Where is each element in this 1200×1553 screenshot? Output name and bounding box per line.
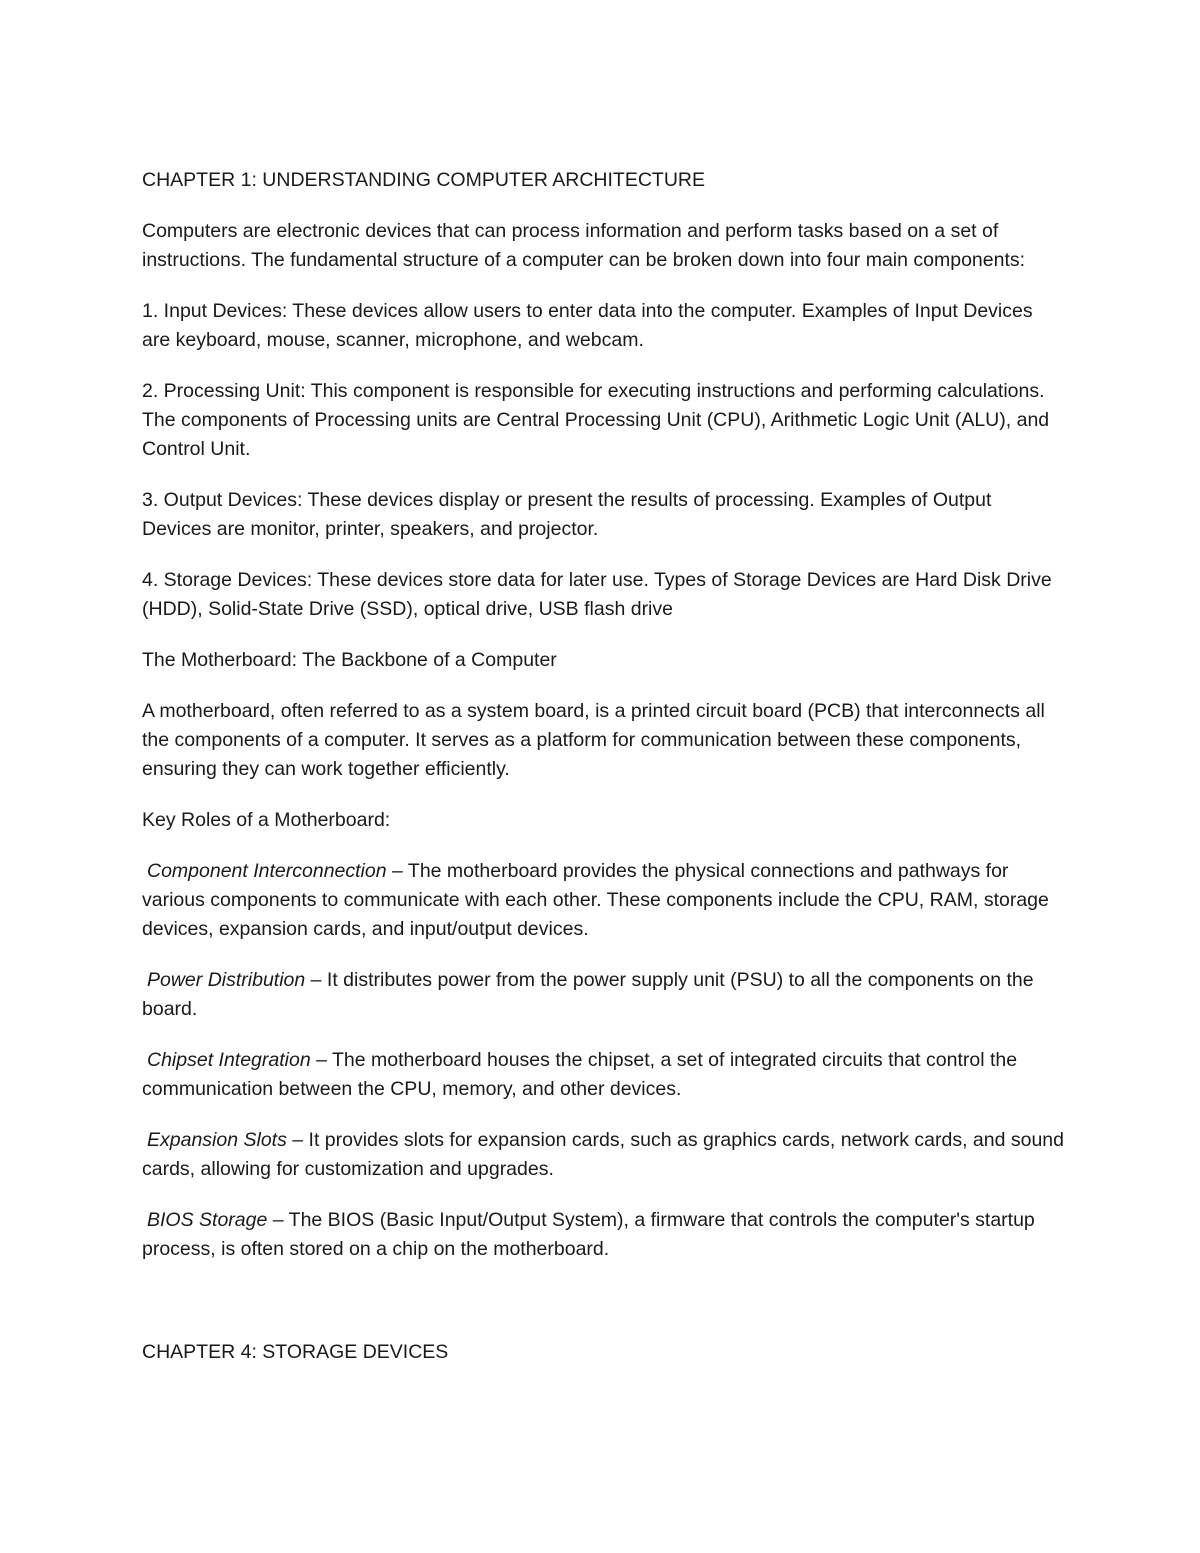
key-roles-heading: Key Roles of a Motherboard: [142, 809, 391, 831]
role-text: – It distributes power from the power supply unit (PSU) to all the components on the board. [142, 969, 1034, 1020]
role-text: – The motherboard provides the physical connections and pathways for various components to communicate with each other. These components include the CPU, RAM, storage devices, expansion cards, and input/output devices. [142, 860, 1049, 940]
component-output-devices: 3. Output Devices: These devices display or present the results of processing. Examples of Output Devices are monitor, printer, speakers, and projector. [142, 489, 992, 540]
role-chipset-integration [142, 1046, 1065, 1104]
role-title: Expansion Slots [147, 1129, 287, 1151]
role-bios-storage [142, 1206, 1065, 1264]
role-title: BIOS Storage [147, 1209, 268, 1231]
role-title: Component Interconnection [147, 860, 387, 882]
chapter-1-heading: CHAPTER 1: UNDERSTANDING COMPUTER ARCHITECTURE [142, 169, 706, 191]
role-component-interconnection [142, 857, 1065, 944]
role-title: Power Distribution [147, 969, 306, 991]
role-text: – The motherboard houses the chipset, a set of integrated circuits that control the communication between the CPU, memory, and other devices. [142, 1049, 1018, 1100]
chapter-4-heading: CHAPTER 4: STORAGE DEVICES [142, 1341, 449, 1363]
role-title: Chipset Integration [147, 1049, 311, 1071]
component-processing-unit: 2. Processing Unit: This component is responsible for executing instructions and performing calculations. The components of Processing units are Central Processing Unit (CPU), Arithmetic Logic Unit (ALU), and Control Unit. [142, 380, 1050, 460]
section-spacer [142, 1286, 1065, 1338]
component-input-devices: 1. Input Devices: These devices allow users to enter data into the computer. Examples of Input Devices are keyboard, mouse, scanner, microphone, and webcam. [142, 300, 1033, 351]
role-power-distribution [142, 966, 1065, 1024]
motherboard-intro: A motherboard, often referred to as a system board, is a printed circuit board (PCB) that interconnects all the components of a computer. It serves as a platform for communication between these components, ensuring they can work together efficiently. [142, 700, 1045, 780]
role-text: – It provides slots for expansion cards, such as graphics cards, network cards, and sound cards, allowing for customization and upgrades. [142, 1129, 1064, 1180]
motherboard-heading: The Motherboard: The Backbone of a Computer [142, 649, 557, 671]
component-storage-devices: 4. Storage Devices: These devices store data for later use. Types of Storage Devices are Hard Disk Drive (HDD), Solid-State Drive (SSD), optical drive, USB flash drive [142, 569, 1052, 620]
role-text: – The BIOS (Basic Input/Output System), a firmware that controls the computer's startup process, is often stored on a chip on the motherboard. [142, 1209, 1035, 1260]
chapter-1-intro: Computers are electronic devices that can process information and perform tasks based on a set of instructions. The fundamental structure of a computer can be broken down into four main components: [142, 220, 1026, 271]
role-expansion-slots [142, 1126, 1065, 1184]
